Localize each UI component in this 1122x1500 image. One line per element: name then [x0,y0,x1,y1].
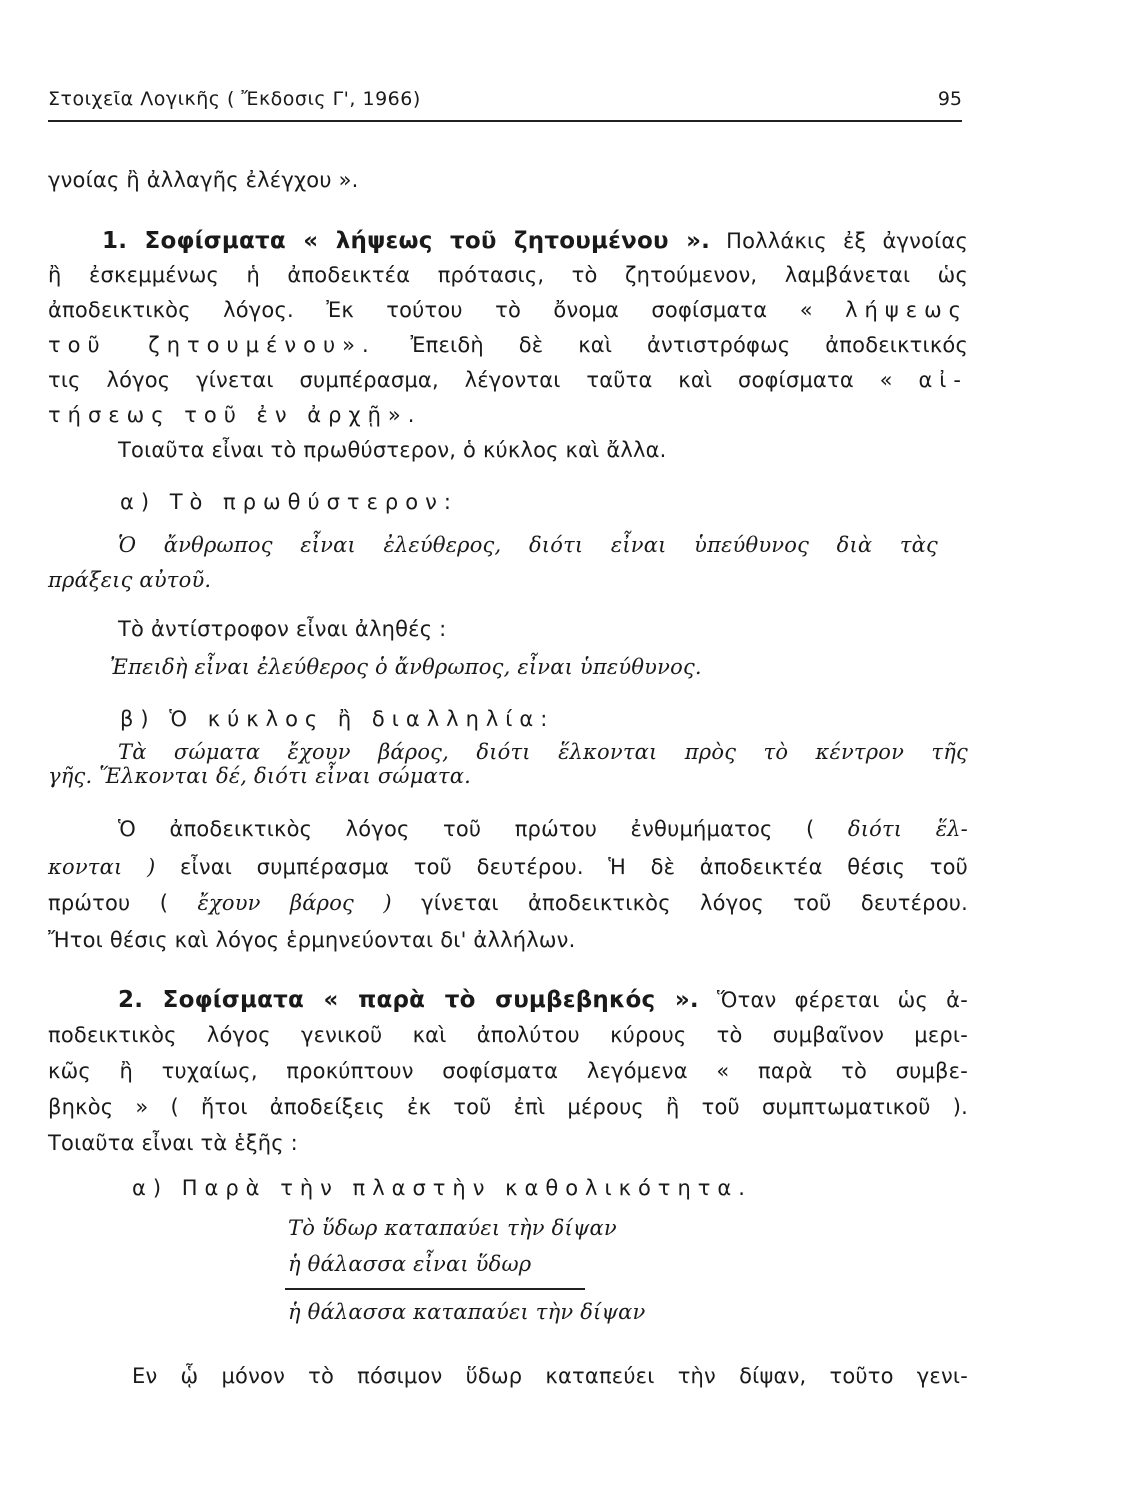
text-line: κονται ) εἶναι συμπέρασμα τοῦ δευτέρου. Ἡ δὲ ἀποδεικτέα θέσις τοῦ [48,855,968,879]
heading-text: 1. Σοφίσματα « λήψεως τοῦ ζητουμένου ». [102,228,711,254]
text-line: γνοίας ἢ ἀλλαγῆς ἐλέγχου ». [48,168,359,192]
example-line: Ὁ ἄνθρωπος εἶναι ἐλεύθερος, διότι εἶναι ὑπεύθυνος διὰ τὰς [118,533,938,557]
syllogism-conclusion: ἡ θάλασσα καταπαύει τὴν δίψαν [288,1300,646,1324]
text-line: Τοιαῦτα εἶναι τὰ ἑξῆς : [48,1131,298,1155]
example-line: Τὰ σώματα ἔχουν βάρος, διότι ἕλκονται πρὸς τὸ κέντρον τῆς [118,740,968,764]
syllogism-premise: Τὸ ὕδωρ καταπαύει τὴν δίψαν [288,1216,617,1240]
page-number: 95 [937,88,962,110]
text-line: Εν ᾧ μόνον τὸ πόσιμον ὕδωρ καταπεύει τὴν δίψαν, τοῦτο γενι- [132,1364,968,1388]
text-line: ἀποδεικτικὸς λόγος. Ἐκ τούτου τὸ ὄνομα σοφίσματα « λήψεως [48,298,968,322]
text-line: Ὁ ἀποδεικτικὸς λόγος τοῦ πρώτου ἐνθυμήματος ( διότι ἕλ- [118,817,968,841]
section-heading-2: 2. Σοφίσματα « παρὰ τὸ συμβεβηκός ». Ὅταν φέρεται ὡς ἀ- [118,987,968,1013]
heading-text: 2. Σοφίσματα « παρὰ τὸ συμβεβηκός ». [118,987,699,1013]
example-line: πράξεις αὐτοῦ. [48,568,212,592]
subheading-b: β) Ὁ κύκλος ἢ διαλληλία: [120,707,555,731]
text-line: πρώτου ( ἔχουν βάρος ) γίνεται ἀποδεικτικὸς λόγος τοῦ δευτέρου. [48,891,968,915]
book-title: Στοιχεῖα Λογικῆς ( Ἔκδοσις Γ', 1966) [48,88,421,110]
text-line: ποδεικτικὸς λόγος γενικοῦ καὶ ἀπολύτου κύρους τὸ συμβαῖνον μερι- [48,1023,968,1047]
text-line: ἢ ἐσκεμμένως ἡ ἀποδεικτέα πρότασις, τὸ ζητούμενον, λαμβάνεται ὡς [48,263,968,287]
subheading-c: α) Παρὰ τὴν πλαστὴν καθολικότητα. [132,1176,752,1200]
syllogism-rule [285,1288,585,1290]
text-line: βηκὸς » ( ἤτοι ἀποδείξεις ἐκ τοῦ ἐπὶ μέρους ἢ τοῦ συμπτωματικοῦ ). [48,1095,968,1119]
text-line: κῶς ἢ τυχαίως, προκύπτουν σοφίσματα λεγόμενα « παρὰ τὸ συμβε- [48,1059,968,1083]
example-line: Ἐπειδὴ εἶναι ἐλεύθερος ὁ ἄνθρωπος, εἶναι ὑπεύθυνος. [110,655,702,679]
example-line: γῆς. Ἕλκονται δέ, διότι εἶναι σώματα. [48,764,472,788]
text-line: Τοιαῦτα εἶναι τὸ πρωθύστερον, ὁ κύκλος καὶ ἄλλα. [118,438,667,462]
section-heading-1: 1. Σοφίσματα « λήψεως τοῦ ζητουμένου ». Πολλάκις ἐξ ἀγνοίας [102,228,968,254]
text-line: τις λόγος γίνεται συμπέρασμα, λέγονται ταῦτα καὶ σοφίσματα « αἰ- [48,368,968,392]
text-line: Ἤτοι θέσις καὶ λόγος ἑρμηνεύονται δι' ἀλλήλων. [48,928,576,952]
subheading-a: α) Τὸ πρωθύστερον: [120,490,458,514]
text-line: τοῦ ζητουμένου». Ἐπειδὴ δὲ καὶ ἀντιστρόφως ἀποδεικτικός [48,333,968,357]
syllogism-premise: ἡ θάλασσα εἶναι ὕδωρ [288,1252,532,1276]
running-header [48,88,962,122]
text-line: Τὸ ἀντίστροφον εἶναι ἀληθές : [118,617,447,641]
text-line: τήσεως τοῦ ἐν ἀρχῇ». [48,403,422,427]
